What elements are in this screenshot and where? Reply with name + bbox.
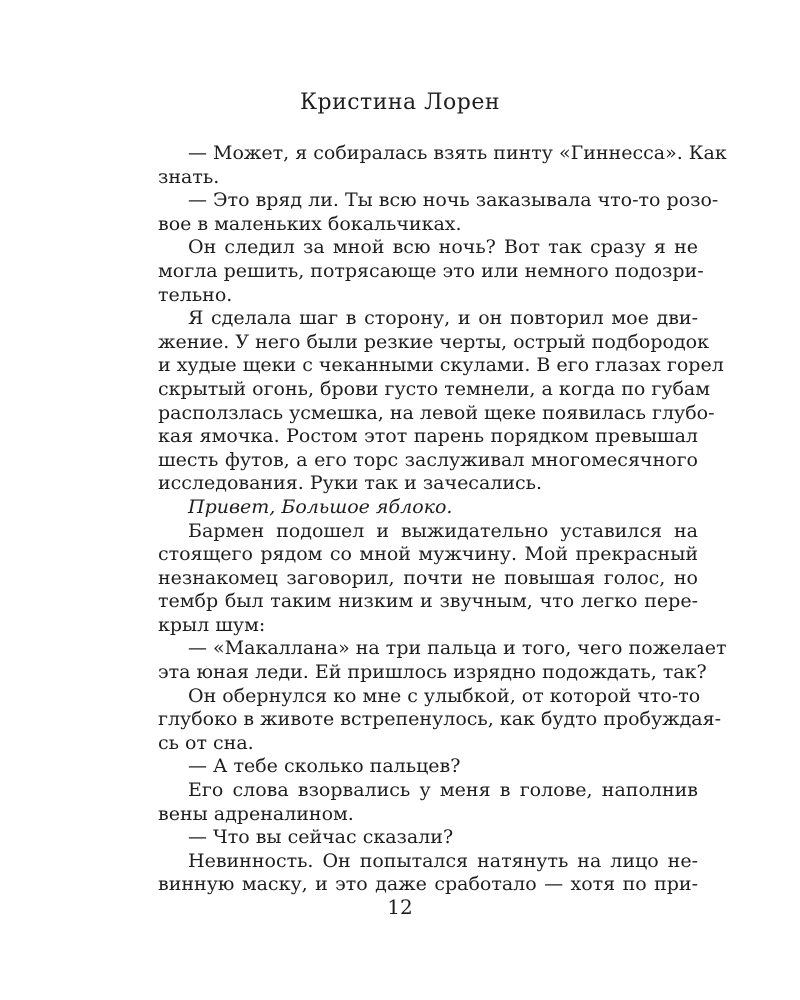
text-line: могла решить, потрясающе это или немного подозри-	[158, 259, 704, 282]
text-line: кая ямочка. Ростом этот парень порядком превышал	[158, 425, 698, 448]
text-line: — Может, я собиралась взять пинту «Гиннесса». Как	[188, 142, 727, 164]
text-line: Бармен подошел и выжидательно уставился на	[188, 519, 698, 542]
text-line: Невинность. Он попытался натянуть на лицо не-	[188, 849, 698, 872]
text-line: незнакомец заговорил, почти не повышая голос, но	[158, 566, 698, 589]
text-line: тембр был таким низким и звучным, что легко пере-	[158, 590, 698, 613]
page-number: 12	[387, 895, 413, 919]
text-line: жение. У него были резкие черты, острый подбородок	[158, 330, 709, 353]
text-line: исследования. Руки так и зачесались.	[158, 472, 543, 495]
text-line: Я сделала шаг в сторону, и он повторил мое дви-	[188, 307, 698, 330]
text-line: скрытый огонь, брови густо темнели, а когда по губам	[158, 377, 711, 400]
text-line: — Это вряд ли. Ты всю ночь заказывала что-то розо-	[188, 189, 719, 212]
text-line: знать.	[158, 165, 220, 188]
text-line: вены адреналином.	[158, 802, 354, 825]
text-line: шесть футов, а его торс заслуживал многомесячного	[158, 448, 698, 471]
text-line: крыл шум:	[158, 613, 266, 636]
text-line: эта юная леди. Ей пришлось изрядно подождать, так?	[158, 661, 707, 684]
text-line-italic: Привет, Большое яблоко.	[188, 495, 453, 518]
text-line: сь от сна.	[158, 731, 254, 754]
text-line: тельно.	[158, 283, 233, 306]
text-line: расползлась усмешка, на левой щеке появилась глубо-	[158, 401, 715, 424]
text-line: винную маску, и это даже сработало — хотя по при-	[158, 873, 698, 896]
text-line: глубоко в животе встрепенулось, как будто пробуждая-	[158, 708, 722, 731]
text-line: Он следил за мной всю ночь? Вот так сразу я не	[188, 236, 698, 259]
text-line: — А тебе сколько пальцев?	[188, 755, 461, 778]
text-line: — «Макаллана» на три пальца и того, чего пожелает	[188, 637, 727, 660]
text-line: — Что вы сейчас сказали?	[188, 826, 454, 849]
text-line: стоящего рядом со мной мужчину. Мой прекрасный	[158, 543, 698, 566]
text-line: и худые щеки с чеканными скулами. В его глазах горел	[158, 354, 724, 377]
text-line: Он обернулся ко мне с улыбкой, от которой что-то	[188, 684, 701, 707]
text-line: вое в маленьких бокальчиках.	[158, 212, 462, 235]
running-head: Кристина Лорен	[299, 90, 501, 115]
body-text	[158, 142, 727, 897]
text-line: Его слова взорвались у меня в голове, наполнив	[188, 779, 698, 802]
